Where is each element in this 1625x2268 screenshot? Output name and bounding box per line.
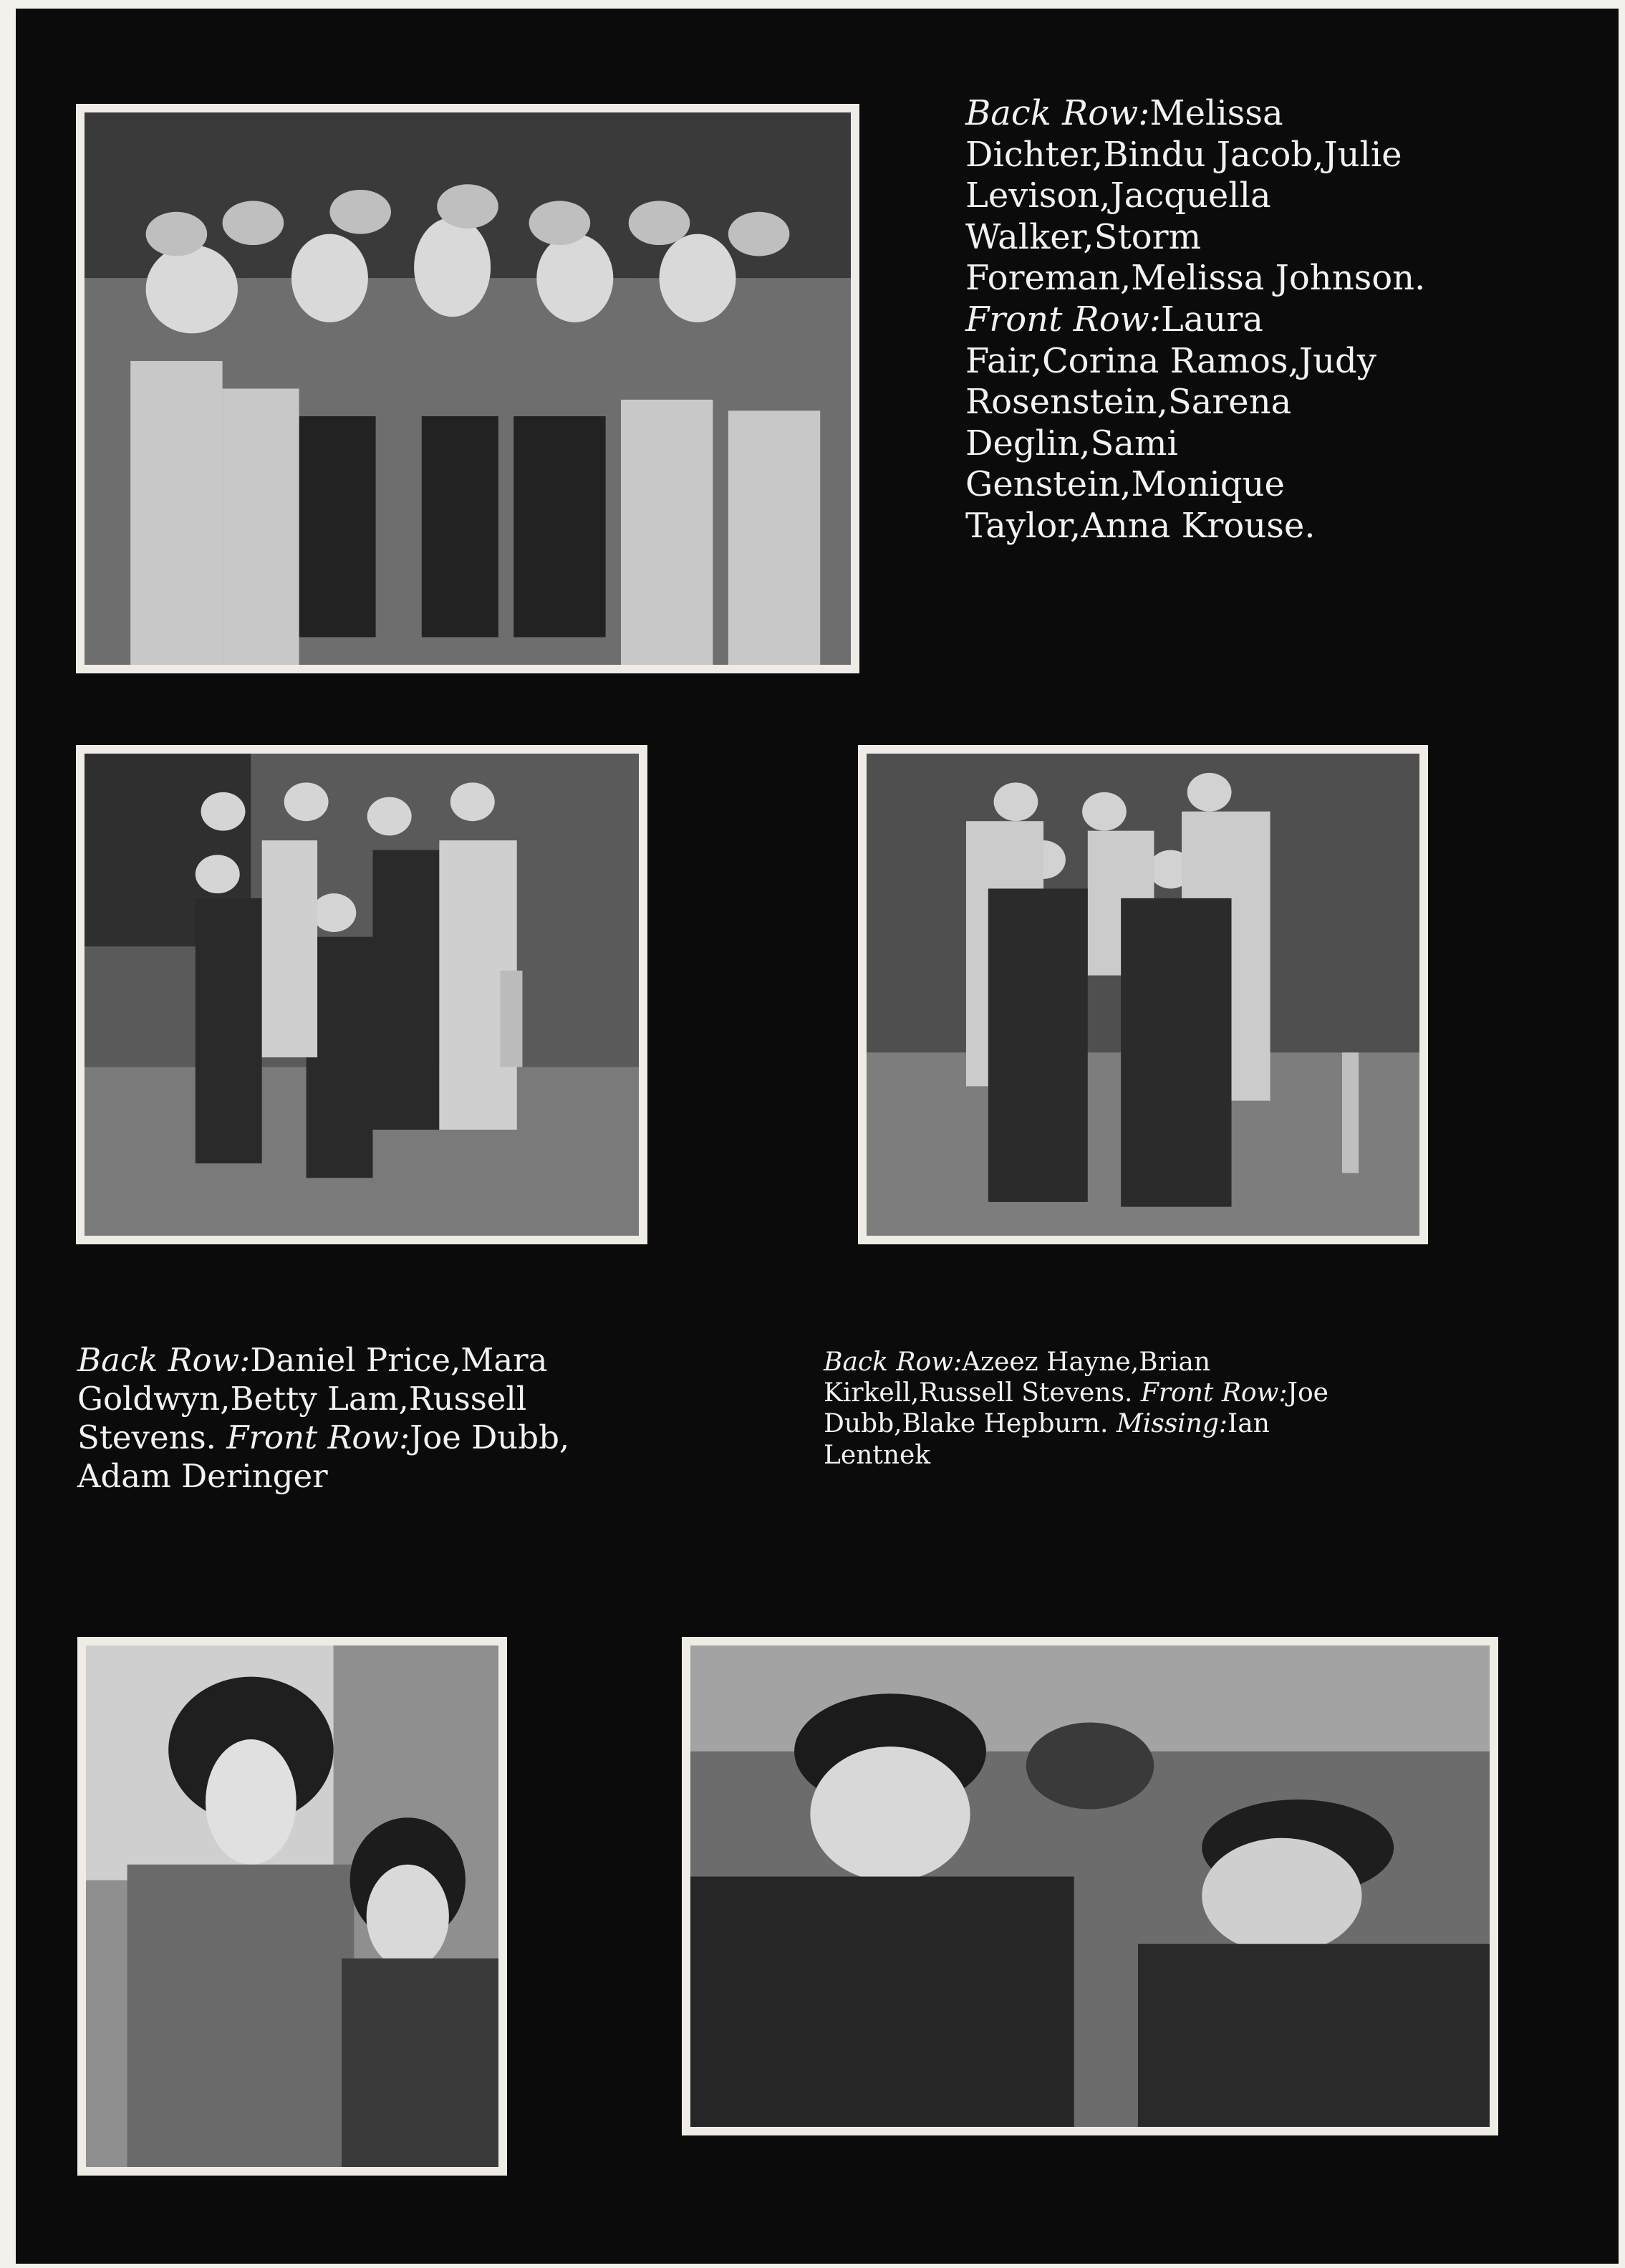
back-row-label: Back Row: — [77, 1341, 251, 1379]
group-photo-large — [76, 104, 859, 673]
front-row-label: Front Row: — [226, 1418, 410, 1456]
candid-photo-bottom-left — [77, 1637, 507, 2176]
missing-label: Missing: — [1116, 1409, 1228, 1439]
back-row-label: Back Row: — [824, 1347, 963, 1377]
back-row-names: Melissa Dichter,Bindu Jacob,Julie Levison,Jacquella Walker,Storm Foreman,Melissa Johnson. — [965, 93, 1426, 299]
group-photo-middle-left — [76, 745, 647, 1244]
front-row-label: Front Row: — [965, 299, 1161, 340]
missing-names: Ian Lentnek — [824, 1409, 1270, 1470]
front-row-names: Joe Dubb,Blake Hepburn. — [824, 1378, 1329, 1439]
back-row-names: Azeez Hayne,Brian Kirkell,Russell Stevens. — [824, 1347, 1211, 1408]
back-row-label: Back Row: — [965, 93, 1150, 133]
group-photo-middle-right — [858, 745, 1428, 1244]
candid-photo-bottom-right — [682, 1637, 1498, 2135]
caption-group-3 — [824, 1347, 1382, 1471]
caption-group-1 — [965, 93, 1467, 547]
caption-group-2 — [77, 1341, 593, 1496]
front-row-label: Front Row: — [1140, 1378, 1288, 1408]
front-row-names: Laura Fair,Corina Ramos,Judy Rosenstein,Sarena Deglin,Sami Genstein,Monique Taylor,Anna Krouse. — [965, 299, 1376, 546]
front-row-names: Joe Dubb, Adam Deringer — [77, 1418, 570, 1495]
back-row-names: Daniel Price,Mara Goldwyn,Betty Lam,Russell Stevens. — [77, 1341, 548, 1456]
